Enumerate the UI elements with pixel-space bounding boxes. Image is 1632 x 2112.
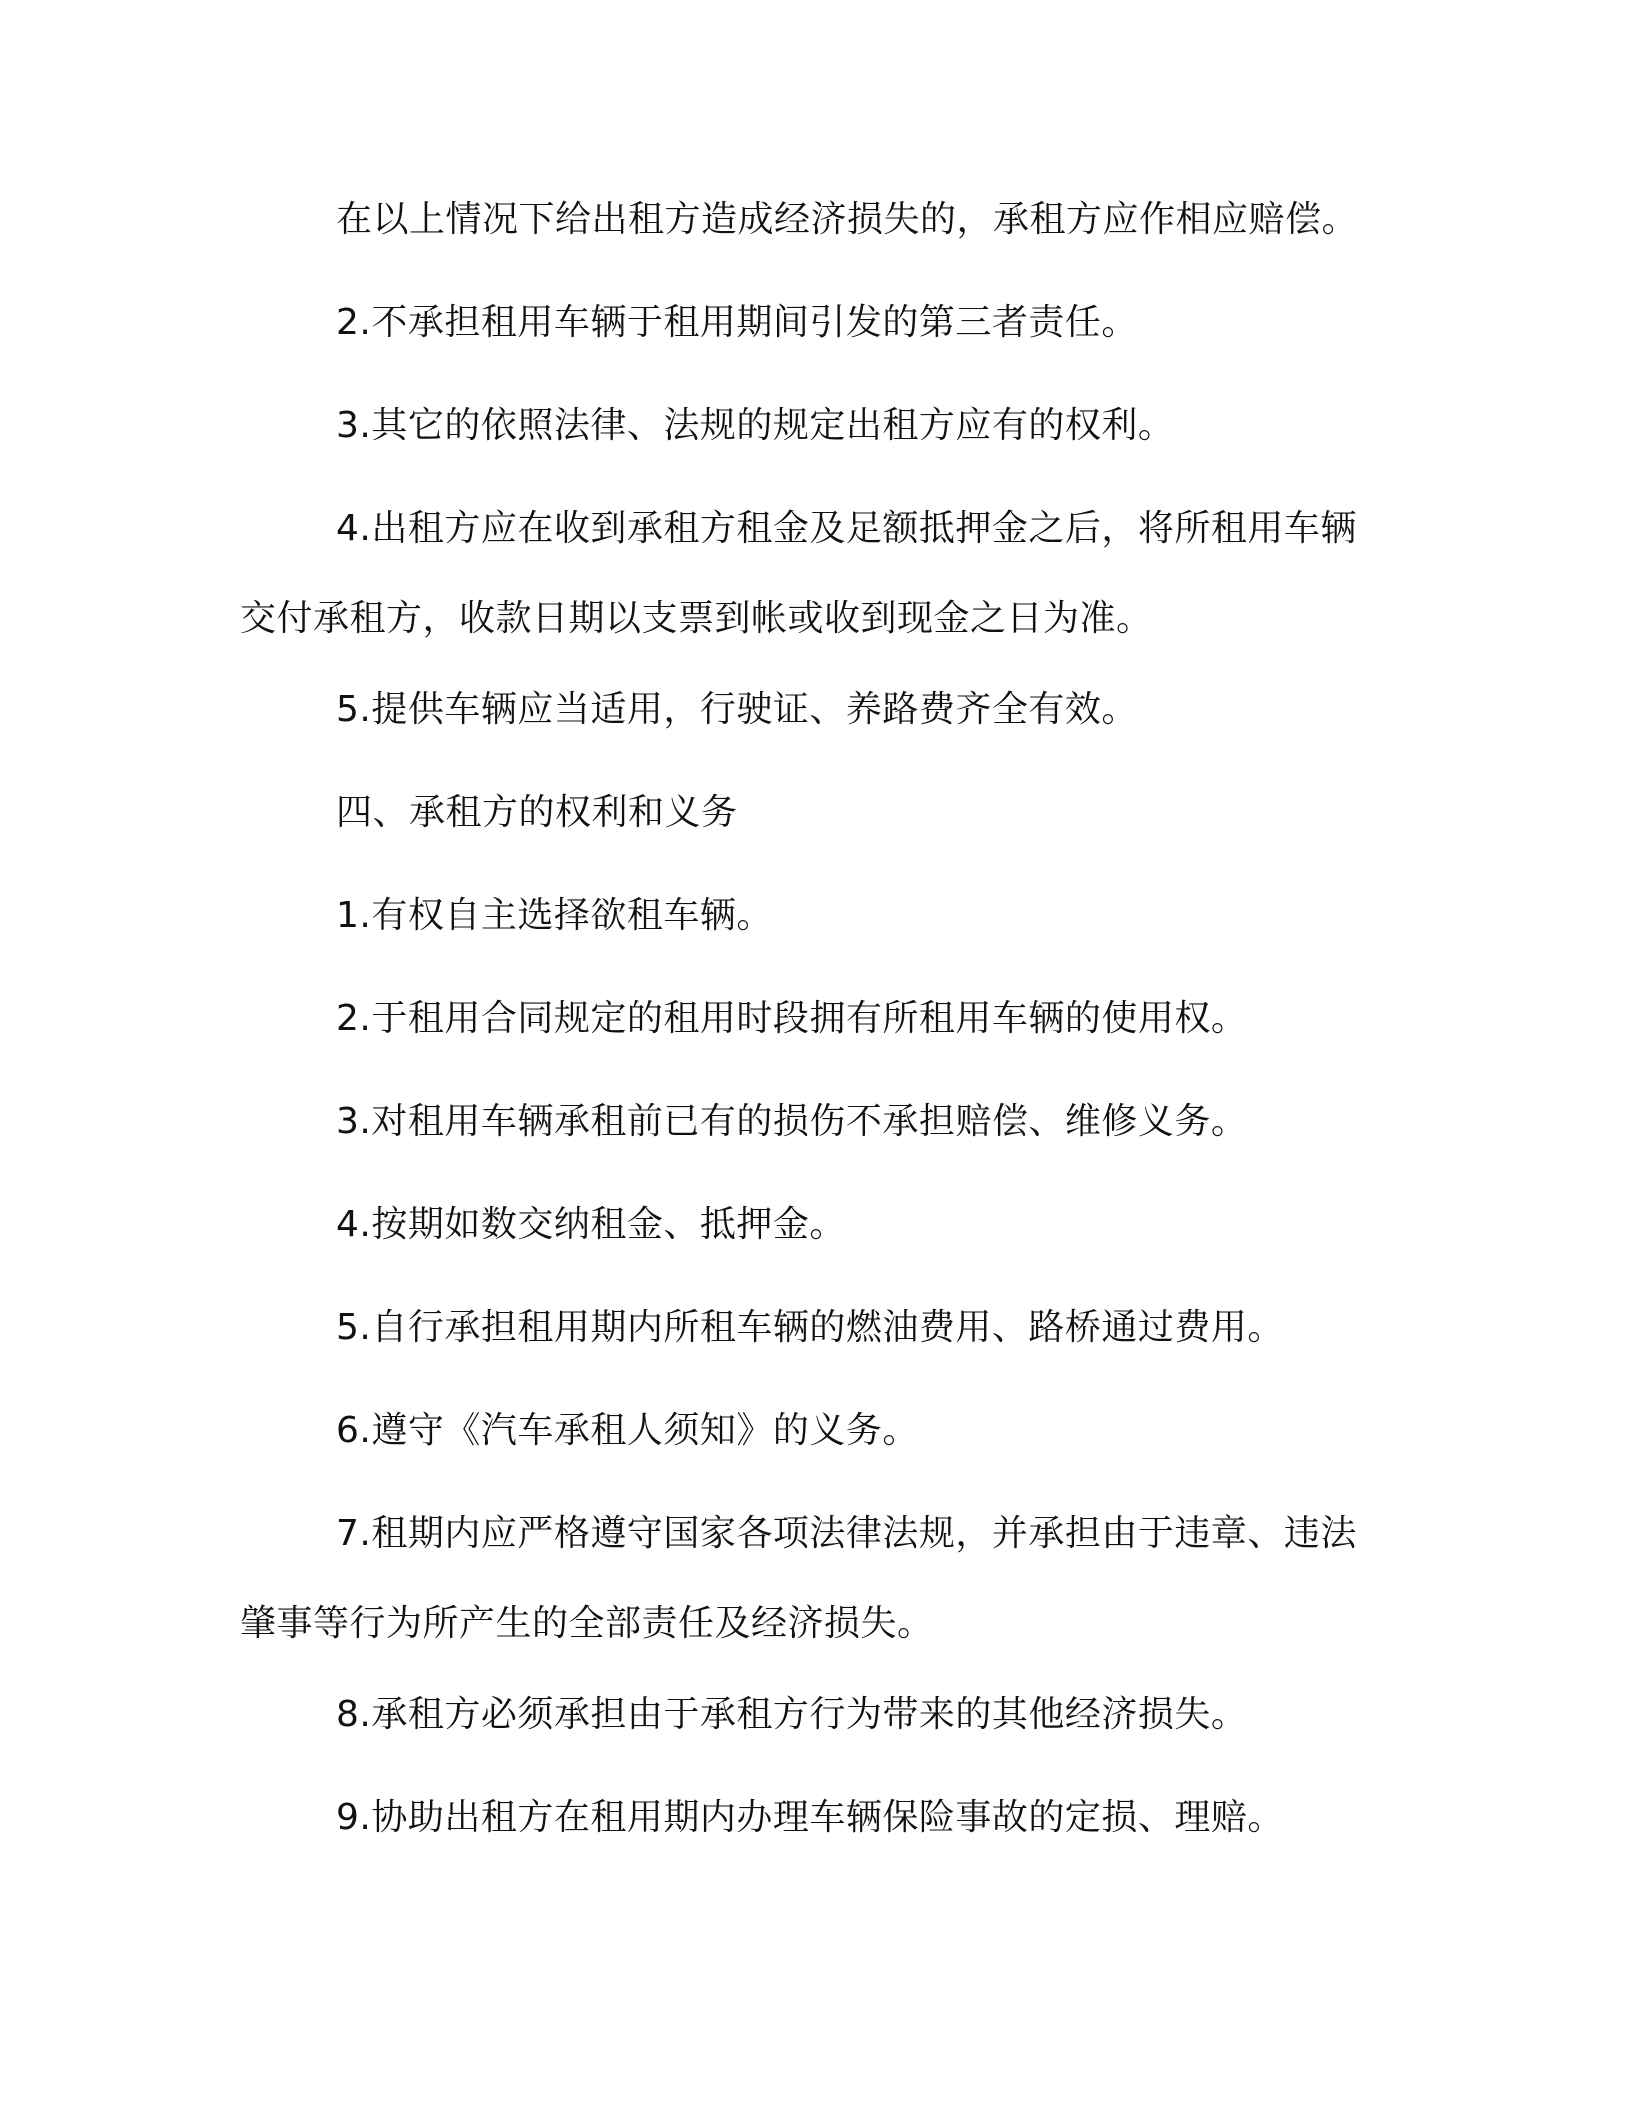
paragraph: 2.于租用合同规定的租用时段拥有所租用车辆的使用权。: [336, 998, 1248, 1039]
paragraph: 8.承租方必须承担由于承租方行为带来的其他经济损失。: [336, 1694, 1248, 1735]
paragraph: 5.提供车辆应当适用，行驶证、养路费齐全有效。: [336, 689, 1138, 730]
paragraph-line: 交付承租方，收款日期以支票到帐或收到现金之日为准。: [240, 598, 1153, 639]
paragraph: 5.自行承担租用期内所租车辆的燃油费用、路桥通过费用。: [336, 1307, 1284, 1348]
paragraph: 6.遵守《汽车承租人须知》的义务。: [336, 1410, 919, 1451]
document-page: [240, 0, 1392, 2112]
paragraph: 9.协助出租方在租用期内办理车辆保险事故的定损、理赔。: [336, 1797, 1284, 1838]
paragraph-line: 肇事等行为所产生的全部责任及经济损失。: [240, 1603, 934, 1644]
paragraph: 4.按期如数交纳租金、抵押金。: [336, 1204, 846, 1245]
paragraph: 3.对租用车辆承租前已有的损伤不承担赔偿、维修义务。: [336, 1101, 1248, 1142]
paragraph: [240, 504, 1357, 644]
paragraph-line: 4.出租方应在收到承租方租金及足额抵押金之后，将所租用车辆: [336, 508, 1357, 549]
paragraph: 在以上情况下给出租方造成经济损失的，承租方应作相应赔偿。: [336, 199, 1359, 240]
paragraph: 3.其它的依照法律、法规的规定出租方应有的权利。: [336, 405, 1175, 446]
paragraph: 1.有权自主选择欲租车辆。: [336, 895, 773, 936]
paragraph: 2.不承担租用车辆于租用期间引发的第三者责任。: [336, 302, 1138, 343]
paragraph: [240, 1509, 1357, 1649]
paragraph-line: 7.租期内应严格遵守国家各项法律法规，并承担由于违章、违法: [336, 1513, 1357, 1554]
section-heading: 四、承租方的权利和义务: [336, 792, 738, 833]
